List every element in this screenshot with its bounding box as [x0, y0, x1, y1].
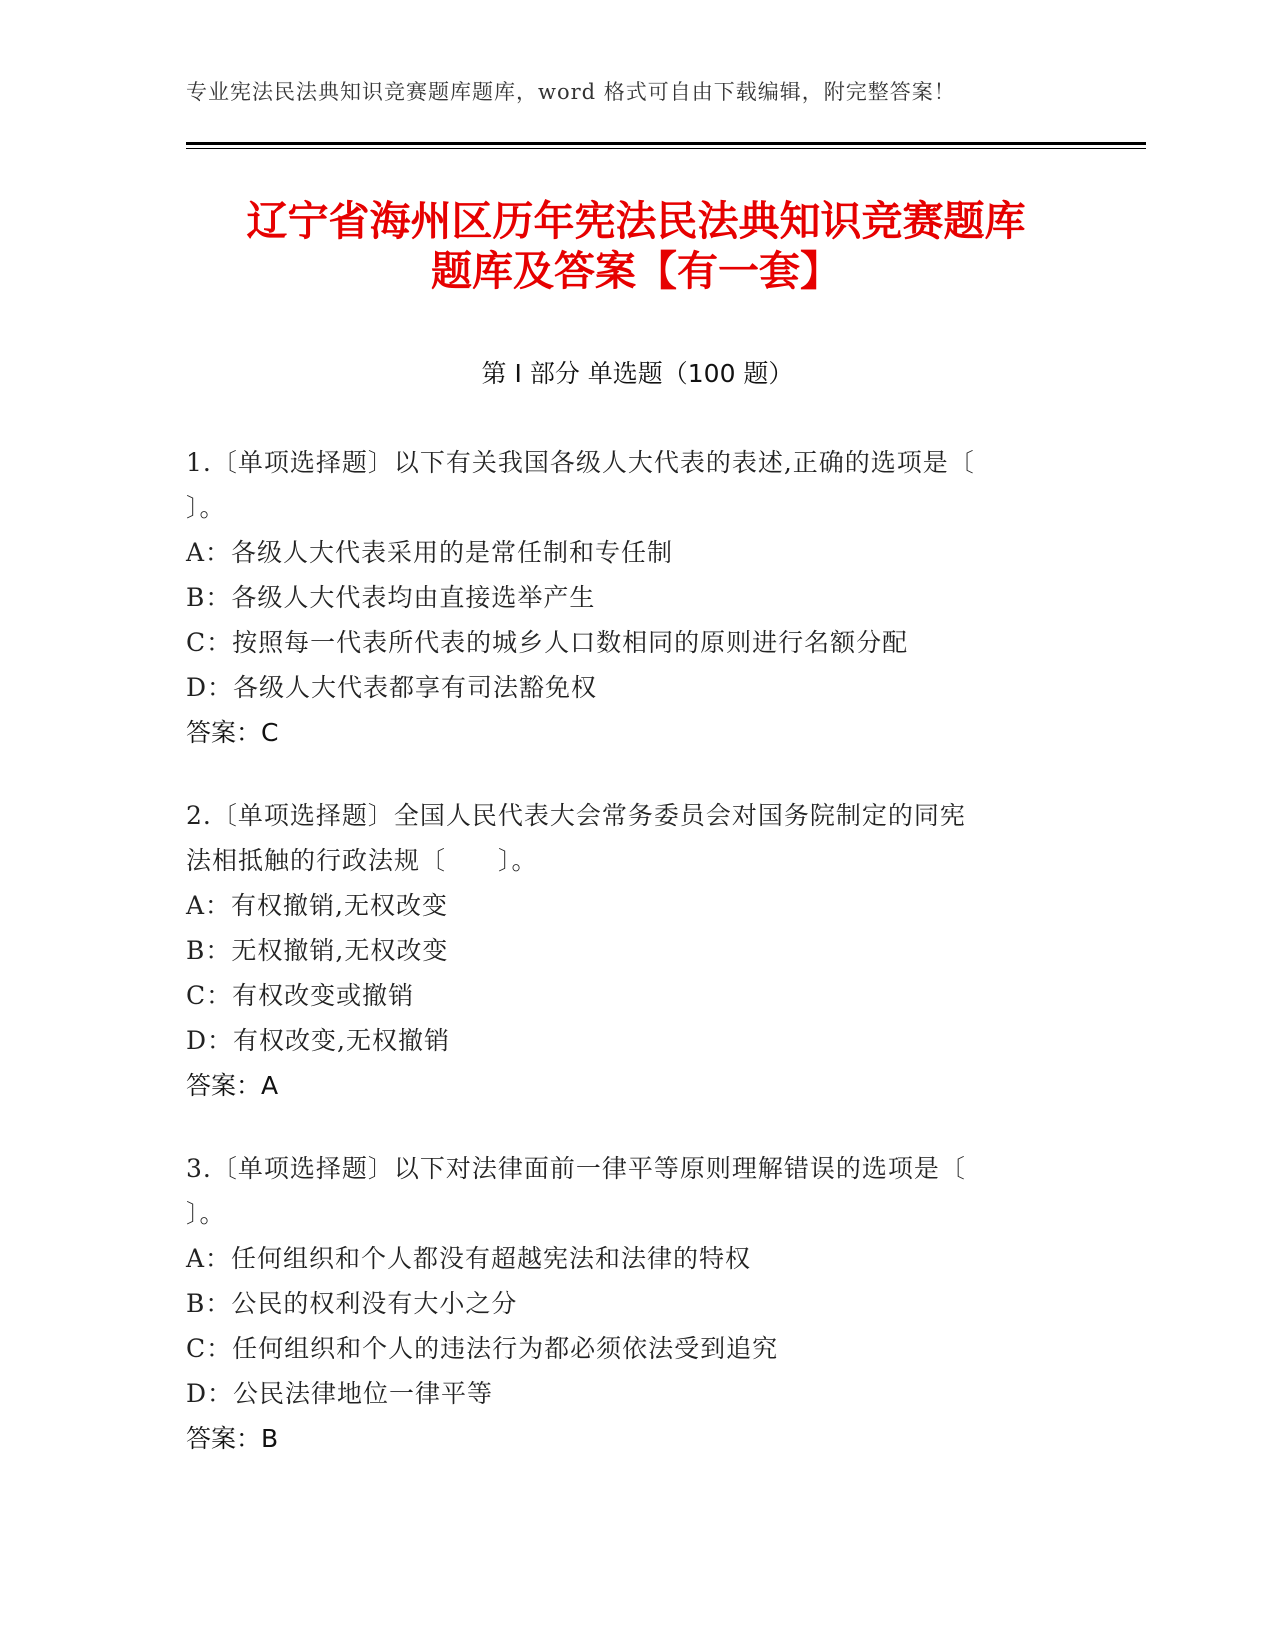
answer: 答案：A	[186, 1071, 279, 1100]
title-line-2: 题库及答案【有一套】	[431, 247, 841, 295]
title-line-1: 辽宁省海州区历年宪法民法典知识竞赛题库	[246, 197, 1026, 245]
question-stem-line-1: 3.〔单项选择题〕以下对法律面前一律平等原则理解错误的选项是〔	[186, 1154, 966, 1183]
question-stem-line-2: 〕。	[186, 1199, 226, 1228]
question-stem-line-1: 2.〔单项选择题〕全国人民代表大会常务委员会对国务院制定的同宪	[186, 801, 966, 830]
option-a: A：各级人大代表采用的是常任制和专任制	[186, 538, 674, 567]
option-c: C：有权改变或撤销	[186, 981, 415, 1010]
header-rule-thick	[186, 142, 1146, 145]
option-b: B：公民的权利没有大小之分	[186, 1289, 518, 1318]
question-stem-line-2: 法相抵触的行政法规〔 〕。	[186, 846, 538, 875]
question-list	[186, 440, 1066, 1499]
question-3	[186, 1146, 1066, 1461]
header-rule-thin	[186, 148, 1146, 149]
option-a: A：有权撤销,无权改变	[186, 891, 449, 920]
question-1	[186, 440, 1066, 755]
section-heading: 第 I 部分 单选题（100 题）	[481, 359, 794, 388]
option-d: D：有权改变,无权撤销	[186, 1026, 450, 1055]
header-note: 专业宪法民法典知识竞赛题库题库，word 格式可自由下载编辑，附完整答案！	[186, 80, 956, 104]
option-a: A：任何组织和个人都没有超越宪法和法律的特权	[186, 1244, 752, 1273]
option-c: C：任何组织和个人的违法行为都必须依法受到追究	[186, 1334, 779, 1363]
question-stem-line-1: 1.〔单项选择题〕以下有关我国各级人大代表的表述,正确的选项是〔	[186, 448, 975, 477]
document-title	[186, 196, 1086, 296]
option-b: B：无权撤销,无权改变	[186, 936, 449, 965]
question-stem-line-2: 〕。	[186, 493, 226, 522]
answer: 答案：B	[186, 1424, 279, 1453]
answer: 答案：C	[186, 718, 279, 747]
option-c: C：按照每一代表所代表的城乡人口数相同的原则进行名额分配	[186, 628, 909, 657]
option-d: D：各级人大代表都享有司法豁免权	[186, 673, 598, 702]
option-d: D：公民法律地位一律平等	[186, 1379, 494, 1408]
question-2	[186, 793, 1066, 1108]
option-b: B：各级人大代表均由直接选举产生	[186, 583, 596, 612]
